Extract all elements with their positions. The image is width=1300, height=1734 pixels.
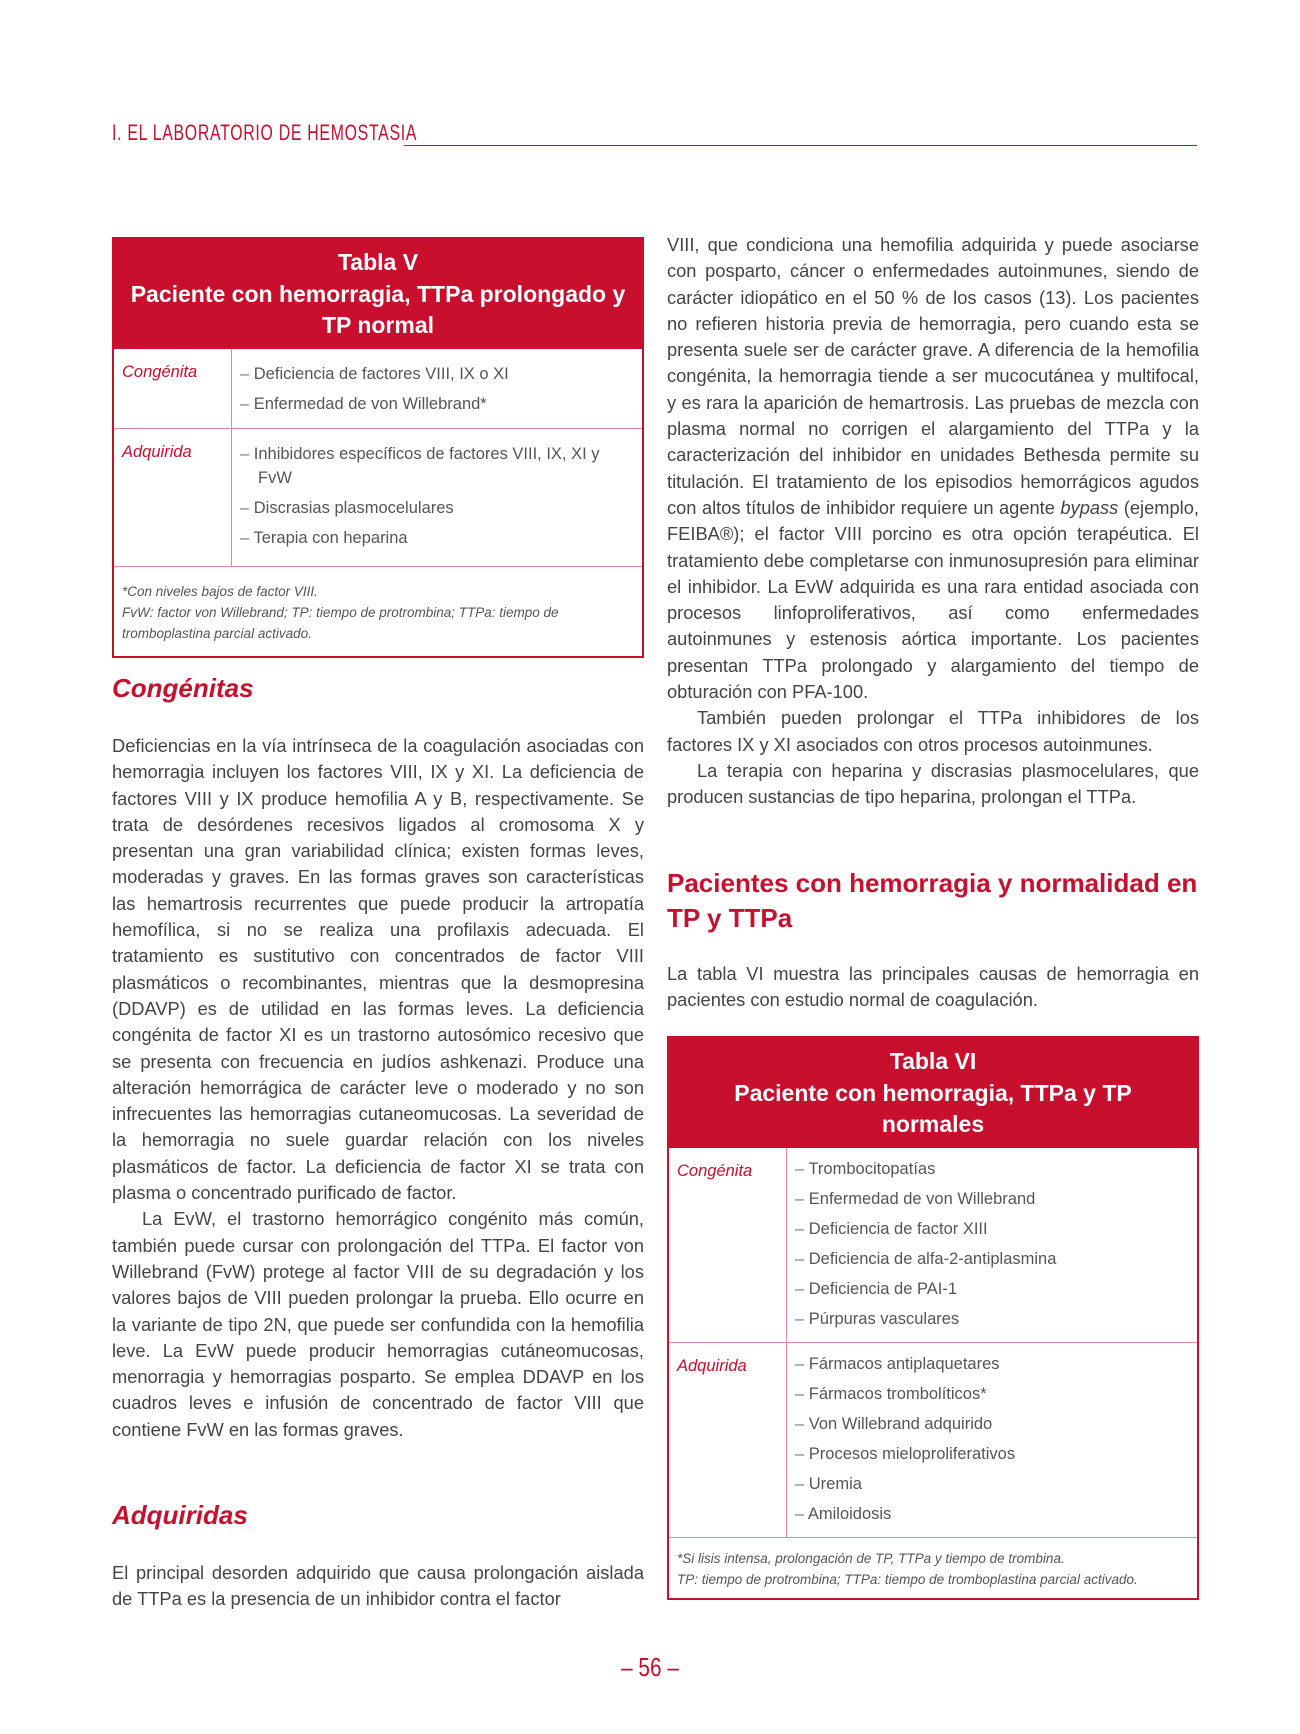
section-heading-congenitas: Congénitas xyxy=(112,673,254,703)
paragraph: Deficiencias en la vía intrínseca de la coagulación asociadas con hemorragia incluyen los factores VIII, IX y XI. La deficiencia de factores VIII y IX produce hemofilia A y B, respectivamente. Se trata de desórdenes recesivos ligados al cromosoma X y presentan una gran variabilidad clínica; existen formas leves, moderadas y graves. En las formas graves son características las hemartrosis recurrentes que puede producir la artropatía hemofílica, si no se realiza una profilaxis adecuada. El tratamiento es sustitutivo con concentrados de factor VIII plasmáticos o recombinantes, mientras que la desmopresina (DDAVP) es de utilidad en las formas leves. La deficiencia congénita de factor XI es un trastorno autosómico recesivo que se presenta con frecuencia en judíos ashkenazi. Produce una alteración hemorrágica de carácter leve o moderado y no son infrecuentes las hemorragias cutaneomucosas. La severidad de la hemorragia no suele guardar relación con los niveles plasmáticos de factor. La deficiencia de factor XI se trata con plasma o concentrado purificado de factor. xyxy=(112,735,644,1204)
adquiridas-body-left xyxy=(112,1560,644,1613)
running-head-rule xyxy=(404,145,1197,146)
running-head xyxy=(112,120,1197,150)
table-item: – Fármacos trombolíticos* xyxy=(795,1379,1189,1409)
normalidad-body xyxy=(667,961,1199,1014)
table-item: – Deficiencia de factores VIII, IX o XI xyxy=(240,359,634,389)
table-item: – Terapia con heparina xyxy=(240,523,634,553)
paragraph: La tabla VI muestra las principales causas de hemorragia en pacientes con estudio normal de coagulación. xyxy=(667,963,1199,1011)
table-v-footnote xyxy=(114,567,642,656)
table-item: – Discrasias plasmocelulares xyxy=(240,493,634,523)
footnote-line: *Si lisis intensa, prolongación de TP, TTPa y tiempo de trombina. xyxy=(677,1551,1065,1566)
running-head-title: I. EL LABORATORIO DE HEMOSTASIA xyxy=(112,120,418,145)
table-vi-title: Paciente con hemorragia, TTPa y TP normales xyxy=(734,1080,1132,1137)
table-vi-number: Tabla VI xyxy=(889,1048,977,1074)
paragraph: También pueden prolongar el TTPa inhibidores de los factores IX y XI asociados con otros procesos autoinmunes. xyxy=(667,707,1199,755)
adquiridas-body-right xyxy=(667,232,1199,811)
footnote-line: TP: tiempo de protrombina; TTPa: tiempo de tromboplastina parcial activado. xyxy=(677,1572,1138,1587)
table-item: – Deficiencia de alfa-2-antiplasmina xyxy=(795,1244,1189,1274)
table-item: – Enfermedad de von Willebrand xyxy=(795,1184,1189,1214)
table-v xyxy=(112,237,644,658)
table-v-number: Tabla V xyxy=(337,249,419,275)
table-row xyxy=(669,1343,1197,1538)
page-number: – 56 – xyxy=(621,1652,679,1682)
table-item: – Procesos mieloproliferativos xyxy=(795,1439,1189,1469)
table-vi-footnote xyxy=(669,1538,1197,1598)
paragraph: La EvW, el trastorno hemorrágico congénito más común, también puede cursar con prolongación del TTPa. El factor von Willebrand (FvW) protege al factor VIII de su degradación y los valores bajos de VIII pueden prolongar la prueba. Ello ocurre en la variante de tipo 2N, que puede ser confundida con la hemofilia leve. La EvW puede producir hemorragias cutáneomucosas, menorragia y hemorragias posparto. Se emplea DDAVP en los cuadros leves e infusión de concentrado de factor VIII que contiene FvW en las formas graves. xyxy=(112,1208,644,1440)
text-run: (ejemplo, FEIBA®); el factor VIII porcino es otra opción terapéutica. El tratamiento debe completarse con inmunosupresión para eliminar el inhibidor. La EvW adquirida es una rara entidad asociada con procesos linfoproliferativos, así como enfermedades autoinmunes y estenosis aórtica importante. Los pacientes presentan TTPa prolongado y alargamiento del tiempo de obturación con PFA-100. xyxy=(667,496,1199,703)
text-run: VIII, que condiciona una hemofilia adquirida y puede asociarse con posparto, cáncer o enfermedades autoinmunes, siendo de carácter idiopático en el 50 % de los casos (13). Los pacientes no refieren historia previa de hemorragia, pero cuando esta se presenta suele ser de carácter grave. A diferencia de la hemofilia congénita, la hemorragia tiende a ser mucocutánea y multifocal, y es rara la aparición de hemartrosis. Las pruebas de mezcla con plasma normal no corrigen el alargamiento del TTPa y la caracterización del inhibidor en unidades Bethesda permite su titulación. El tratamiento de los episodios hemorrágicos agudos con altos títulos de inhibidor requiere un agente xyxy=(667,234,1199,518)
table-item: – Von Willebrand adquirido xyxy=(795,1409,1189,1439)
table-v-title: Paciente con hemorragia, TTPa prolongado y TP normal xyxy=(130,281,626,338)
table-category: Congénita xyxy=(669,1148,787,1342)
italic-term: bypass xyxy=(1060,496,1119,518)
table-row xyxy=(114,349,642,429)
table-item: – Púrpuras vasculares xyxy=(795,1304,1189,1334)
table-category: Adquirida xyxy=(114,429,232,566)
table-item: – Trombocitopatías xyxy=(795,1154,1189,1184)
table-item: – Deficiencia de factor XIII xyxy=(795,1214,1189,1244)
table-item: – Inhibidores específicos de factores VIII, IX, XI y FvW xyxy=(240,442,634,490)
table-category: Adquirida xyxy=(669,1343,787,1537)
table-item: – Deficiencia de PAI-1 xyxy=(795,1274,1189,1304)
paragraph: El principal desorden adquirido que causa prolongación aislada de TTPa es la presencia de un inhibidor contra el factor xyxy=(112,1562,644,1610)
table-category: Congénita xyxy=(114,349,232,428)
paragraph: La terapia con heparina y discrasias plasmocelulares, que producen sustancias de tipo heparina, prolongan el TTPa. xyxy=(667,759,1199,808)
footnote-line: FvW: factor von Willebrand; TP: tiempo de protrombina; TTPa: tiempo de tromboplastina parcial activado. xyxy=(122,605,559,641)
footnote-line: *Con niveles bajos de factor VIII. xyxy=(122,584,318,599)
paragraph-continuation xyxy=(667,232,1199,705)
congenitas-body xyxy=(112,733,644,1443)
section-heading-adquiridas: Adquiridas xyxy=(112,1500,248,1530)
table-v-header xyxy=(114,239,642,349)
section-heading-normalidad: Pacientes con hemorragia y normalidad en TP y TTPa xyxy=(667,868,1198,933)
table-item: – Amiloidosis xyxy=(795,1499,1189,1529)
table-row xyxy=(669,1148,1197,1343)
table-vi xyxy=(667,1036,1199,1600)
table-vi-header xyxy=(669,1038,1197,1148)
table-item: – Uremia xyxy=(795,1469,1189,1499)
table-row xyxy=(114,429,642,567)
table-item: – Enfermedad de von Willebrand* xyxy=(240,389,634,419)
table-item: – Fármacos antiplaquetares xyxy=(795,1349,1189,1379)
